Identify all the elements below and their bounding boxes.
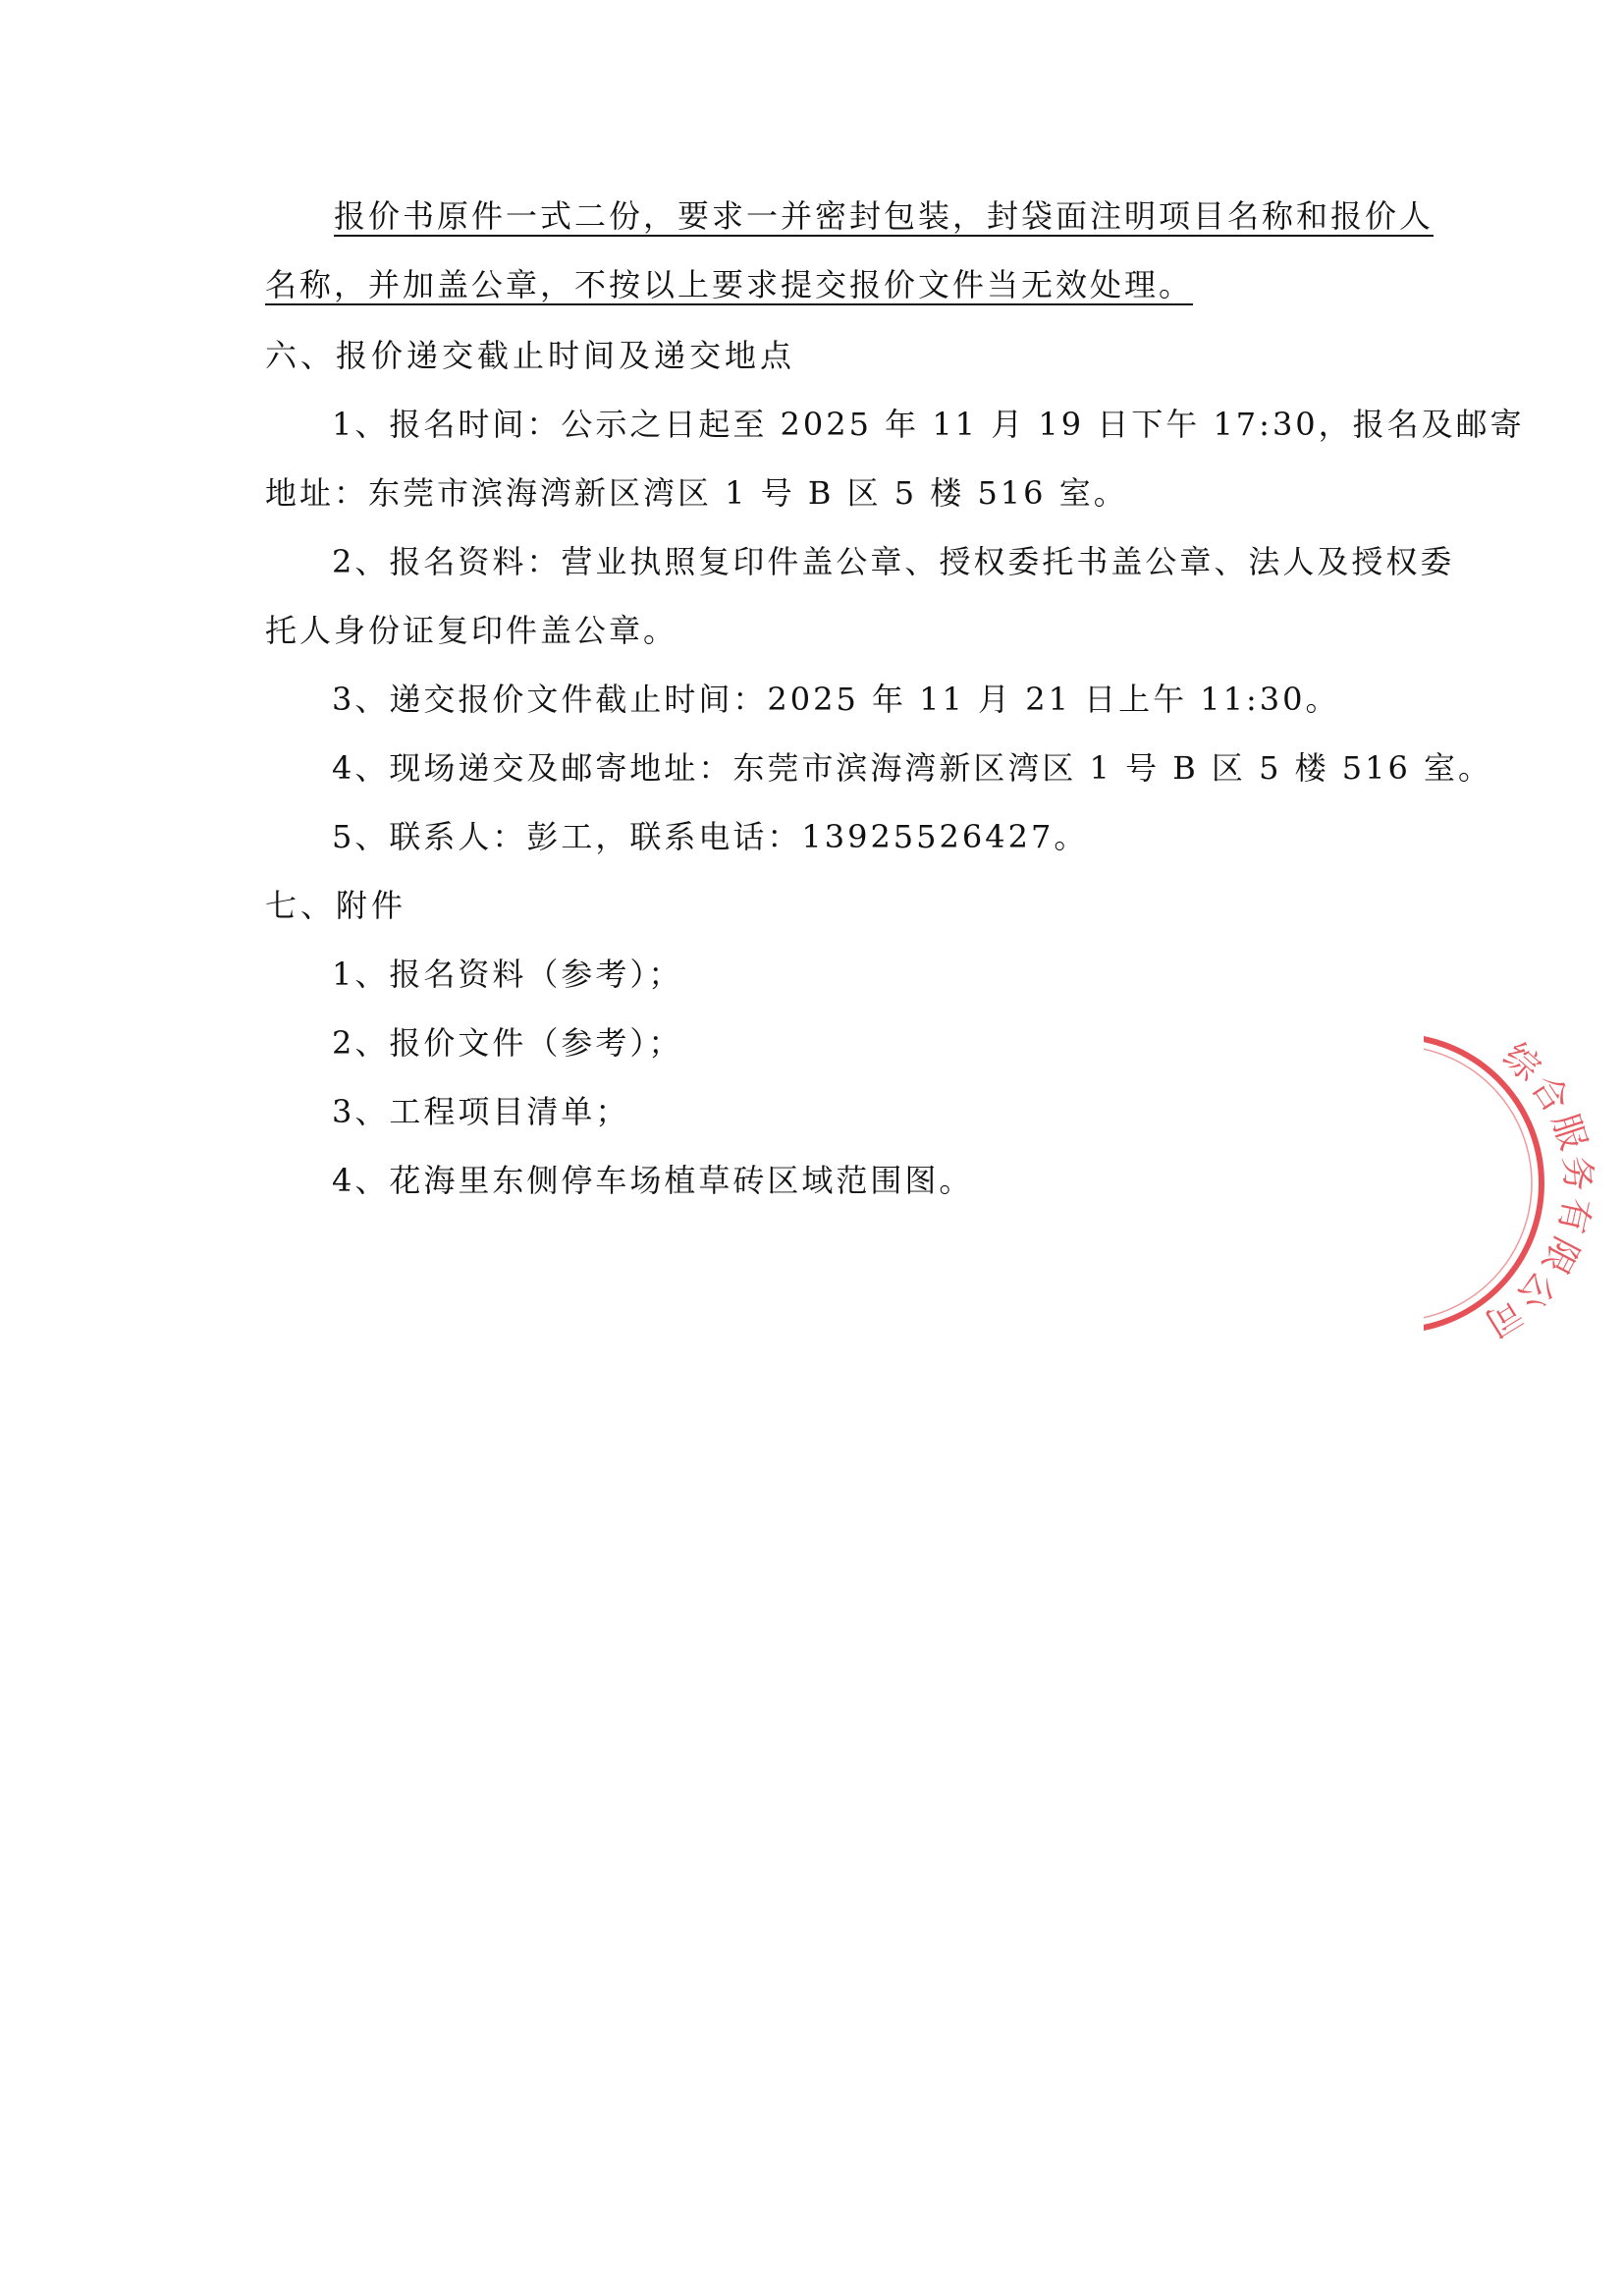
section-6-item-2-line-2: 托人身份证复印件盖公章。 [265,612,678,649]
section-7-heading: 七、附件 [265,887,407,924]
attachment-item: 2、报价文件（参考）； [332,1024,683,1062]
section-6-heading: 六、报价递交截止时间及递交地点 [265,337,796,374]
notice-line-2: 名称，并加盖公章，不按以上要求提交报价文件当无效处理。 [265,266,1194,303]
seal-text: 综合服务有限公司 [1474,1035,1598,1345]
attachment-item: 1、报名资料（参考）； [332,956,683,993]
section-6-item-5: 5、联系人：彭工，联系电话：13925526427。 [332,818,1089,855]
section-6-item-3: 3、递交报价文件截止时间：2025 年 11 月 21 日上午 11:30。 [332,681,1340,718]
notice-line-1: 报价书原件一式二份，要求一并密封包装，封袋面注明项目名称和报价人 [334,197,1435,235]
svg-text:综合服务有限公司 [1475,1036,1598,1345]
company-seal [1424,1021,1624,1345]
section-6-item-1-line-2: 地址：东莞市滨海湾新区湾区 1 号 B 区 5 楼 516 室。 [265,474,1128,512]
attachment-item: 3、工程项目清单； [332,1093,630,1130]
section-6-item-2-line-1: 2、报名资料：营业执照复印件盖公章、授权委托书盖公章、法人及授权委 [332,543,1455,580]
section-6-item-1-line-1: 1、报名时间：公示之日起至 2025 年 11 月 19 日下午 17:30，报名及邮寄 [332,406,1525,443]
attachment-item: 4、花海里东侧停车场植草砖区域范围图。 [332,1162,974,1199]
section-6-item-4: 4、现场递交及邮寄地址：东莞市滨海湾新区湾区 1 号 B 区 5 楼 516 室。 [332,749,1493,787]
